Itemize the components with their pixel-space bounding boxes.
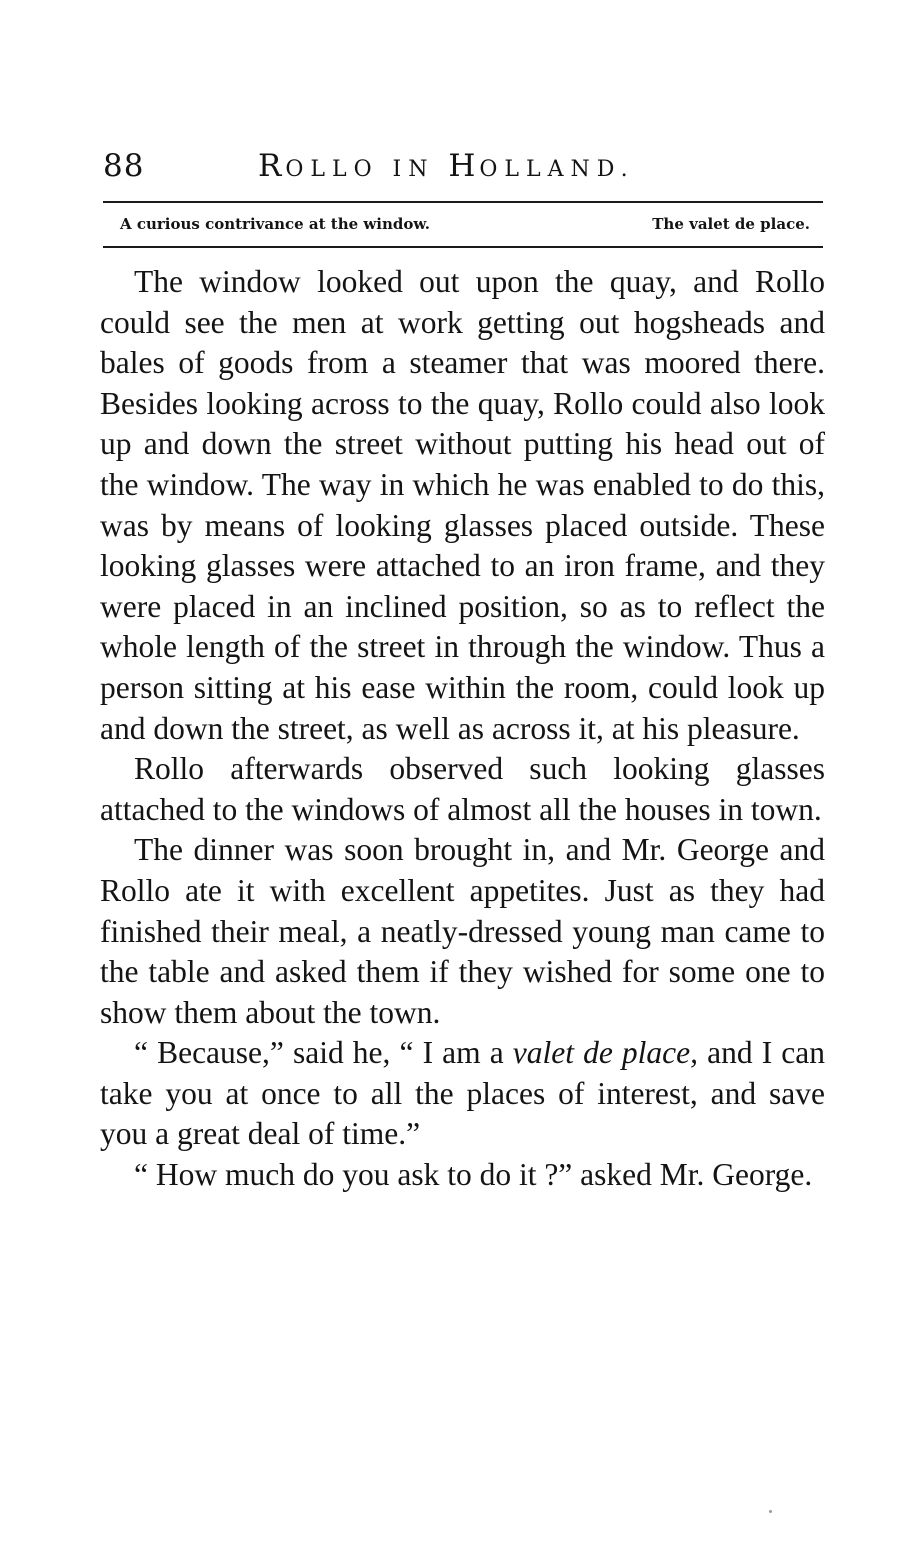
body-text bbox=[100, 262, 825, 1196]
paragraph: Rollo afterwards observed such looking glasses attached to the windows of almost all the houses in town. bbox=[100, 751, 825, 827]
sidenote-bar bbox=[120, 209, 810, 239]
header-rule-bottom bbox=[103, 246, 823, 248]
running-title: ROLLO IN HOLLAND. bbox=[258, 148, 635, 184]
header-rule-top bbox=[103, 201, 823, 203]
sidenote-right: The valet de place. bbox=[652, 215, 810, 233]
print-speck bbox=[769, 1510, 772, 1513]
sidenote-left: A curious contrivance at the window. bbox=[120, 215, 430, 233]
italic-phrase: valet de place, bbox=[512, 1035, 699, 1071]
page-header bbox=[103, 140, 823, 190]
paragraph: The dinner was soon brought in, and Mr. George and Rollo ate it with excellent appetites. Just as they had finished their meal, a neatly-dressed young man came to the table and asked them if they wished for some one to show them about the town. bbox=[100, 832, 825, 1030]
paragraph: “ Because,” said he, “ I am a valet de place, and I can take you at once to all the places of interest, and save you a great deal of time.” bbox=[100, 1035, 825, 1152]
paragraph: “ How much do you ask to do it ?” asked Mr. George. bbox=[134, 1157, 813, 1193]
page-number: 88 bbox=[103, 148, 145, 184]
paragraph: The window looked out upon the quay, and Rollo could see the men at work getting out hogsheads and bales of goods from a steamer that was moored there. Besides looking across to the quay, Rollo could also look up and down the street without putting his head out of the window. The way in which he was enabled to do this, was by means of looking glasses placed outside. These looking glasses were attached to an iron frame, and they were placed in an inclined position, so as to reflect the whole length of the street in through the window. Thus a person sitting at his ease within the room, could look up and down the street, as well as across it, at his pleasure. bbox=[100, 264, 825, 746]
